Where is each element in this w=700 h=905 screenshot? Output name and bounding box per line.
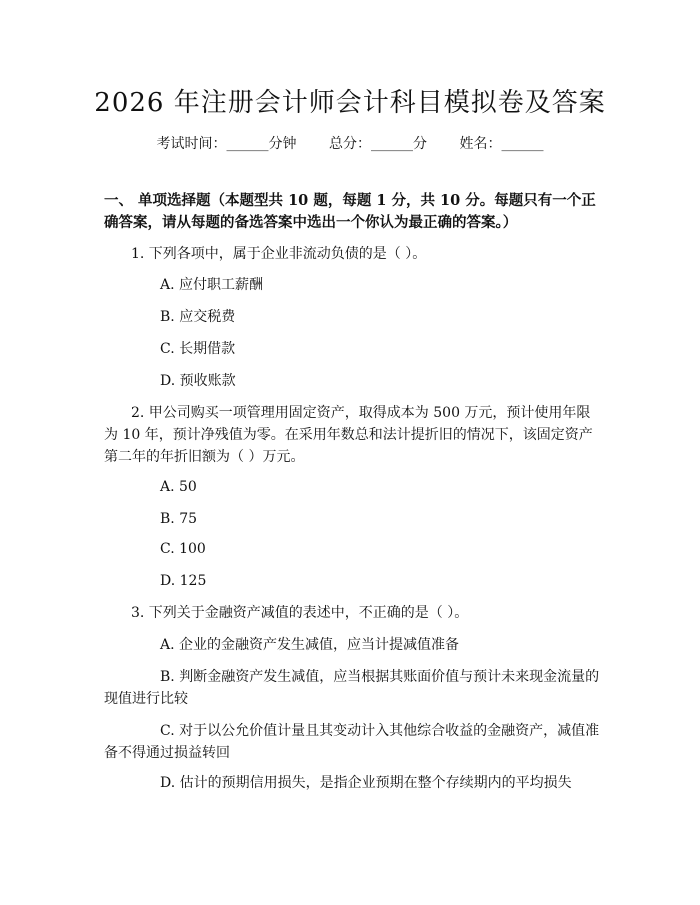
question-3-option-a: A. 企业的金融资产发生减值，应当计提减值准备 [160,637,460,653]
question-2-option-c: C. 100 [160,541,206,557]
question-1-stem: 1. 下列各项中，属于企业非流动负债的是（ ）。 [131,246,427,262]
question-1-option-a: A. 应付职工薪酬 [160,277,264,293]
question-2-option-b: B. 75 [160,511,198,527]
exam-meta [0,133,700,153]
question-3-option-d: D. 估计的预期信用损失，是指企业预期在整个存续期内的平均损失 [160,775,572,791]
question-2-option-a: A. 50 [160,479,197,495]
document-title: 2026 年注册会计师会计科目模拟卷及答案 [94,88,606,118]
question-3-option-c: C. 对于以公允价值计量且其变动计入其他综合收益的金融资产，减值准备不得通过损益转回 [104,723,600,761]
question-3-option-b: B. 判断金融资产发生减值，应当根据其账面价值与预计未来现金流量的现值进行比较 [104,669,600,707]
question-1-option-d: D. 预收账款 [160,373,236,389]
section-heading: 一、 单项选择题（本题型共 10 题，每题 1 分，共 10 分。每题只有一个正确答案，请从每题的备选答案中选出一个你认为最正确的答案。） [104,192,596,231]
question-2-stem: 2. 甲公司购买一项管理用固定资产，取得成本为 500 万元，预计使用年限为 10 年，预计净残值为零。在采用年数总和法计提折旧的情况下，该固定资产第二年的年折旧额为（ ）万元。 [104,405,593,465]
question-1-option-b: B. 应交税费 [160,309,236,325]
exam-time: 考试时间：______分钟 [156,136,297,152]
exam-score: 总分：______分 [329,136,427,152]
question-2-option-d: D. 125 [160,573,207,589]
exam-name: 姓名：______ [459,136,544,152]
question-3-stem: 3. 下列关于金融资产减值的表述中，不正确的是（ ）。 [131,605,469,621]
question-1-option-c: C. 长期借款 [160,341,236,357]
